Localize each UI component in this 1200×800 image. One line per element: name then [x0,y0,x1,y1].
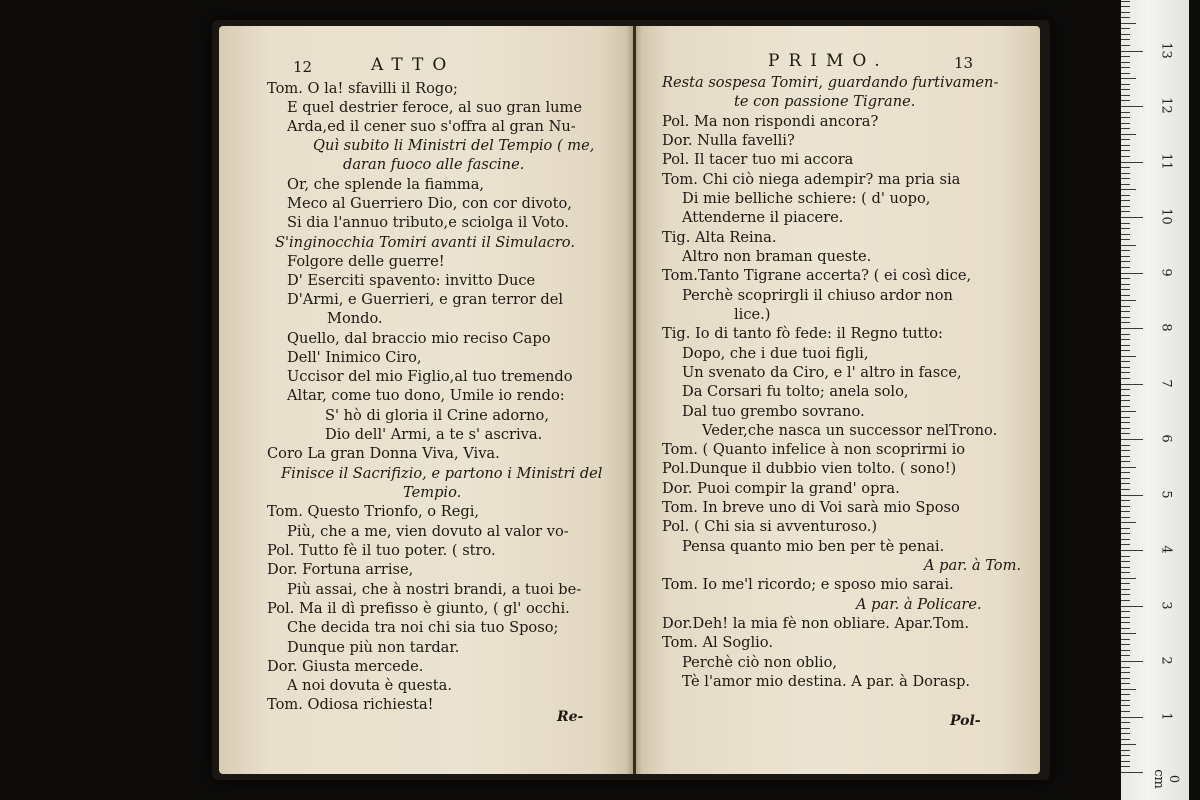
ruler-tick [1121,239,1130,240]
ruler-tick [1121,761,1130,762]
right-text-line: Tom. ( Quanto infelice à non scoprirmi io [662,441,966,458]
left-text-line: Altar, come tuo dono, Umile io rendo: [287,387,565,404]
left-text-line: Dio dell' Armi, a te s' ascriva. [325,426,543,443]
ruler-tick [1121,73,1130,74]
ruler-tick [1121,639,1130,640]
ruler-tick [1121,350,1130,351]
ruler-tick [1121,217,1143,218]
right-text-line: Tig. Alta Reina. [662,229,777,246]
ruler-tick [1121,522,1136,523]
ruler-tick [1121,261,1130,262]
right-text-line: Pensa quanto mio ben per tè penai. [682,538,945,555]
ruler-label: 12 [1158,97,1174,114]
ruler-tick [1121,267,1130,268]
ruler-tick [1121,317,1130,318]
ruler-tick [1121,506,1130,507]
left-text-line: Tom. Odiosa richiesta! [267,696,434,713]
right-text-line: A par. à Policare. [856,596,982,613]
ruler-tick [1121,334,1130,335]
left-text-line: Folgore delle guerre! [287,253,445,270]
ruler-tick [1121,606,1143,607]
ruler-tick [1121,622,1130,623]
ruler-tick [1121,517,1130,518]
ruler-tick [1121,112,1130,113]
ruler-tick [1121,139,1130,140]
right-catchword: Pol- [950,713,981,729]
left-text-line: Tom. O la! sfavilli il Rogo; [267,80,458,97]
ruler-tick [1121,467,1136,468]
left-text-line: Si dia l'annuo tributo,e sciolga il Voto. [287,214,569,231]
ruler-tick [1121,100,1130,101]
ruler-tick [1121,611,1130,612]
right-text-line: Tom. Chi ciò niega adempir? ma pria sia [662,171,961,188]
left-text-line: Pol. Tutto fè il tuo poter. ( stro. [267,542,496,559]
left-text-line: S'inginocchia Tomiri avanti il Simulacro. [275,234,575,251]
ruler-tick [1121,417,1130,418]
ruler-tick [1121,211,1130,212]
ruler-tick [1121,594,1130,595]
left-text-line: Più assai, che à nostri brandi, a tuoi be- [287,581,582,598]
ruler-tick [1121,62,1130,63]
ruler-tick [1121,378,1130,379]
right-running-head: PRIMO. [768,51,889,71]
left-text-line: D'Armi, e Guerrieri, e gran terror del [287,291,563,308]
ruler-tick [1121,456,1130,457]
ruler-label: 2 [1158,656,1174,665]
right-text-line: Dopo, che i due tuoi figli, [682,345,869,362]
ruler-tick [1121,672,1130,673]
ruler-tick [1121,450,1130,451]
ruler-tick [1121,195,1130,196]
left-text-line: Che decida tra noi chi sia tuo Sposo; [287,619,559,636]
ruler-tick [1121,51,1143,52]
ruler-tick [1121,489,1130,490]
ruler-label: 8 [1158,323,1174,332]
ruler-tick [1121,428,1130,429]
ruler-tick [1121,717,1143,718]
ruler-tick [1121,589,1130,590]
ruler-label: 13 [1158,41,1174,59]
right-text-line: Pol. Ma non rispondi ancora? [662,113,879,130]
ruler-tick [1121,162,1143,163]
ruler-tick [1121,705,1130,706]
ruler-tick [1121,28,1130,29]
ruler-tick [1121,34,1130,35]
left-text-line: Tempio. [403,484,462,501]
ruler-tick [1121,39,1130,40]
ruler-tick [1121,300,1136,301]
ruler-tick [1121,495,1143,496]
left-text-line: Tom. Questo Trionfo, o Regi, [267,503,480,520]
ruler-label: 7 [1158,378,1174,388]
ruler-label: 1 [1158,711,1174,721]
ruler-tick [1121,289,1130,290]
left-text-line: A noi dovuta è questa. [287,677,452,694]
ruler-tick [1121,278,1130,279]
ruler-tick [1121,683,1130,684]
right-text-line: Dal tuo grembo sovrano. [682,403,865,420]
ruler-tick [1121,711,1130,712]
left-running-head: ATTO [371,55,456,75]
ruler-tick [1121,733,1130,734]
ruler-tick [1121,156,1130,157]
ruler-tick [1121,445,1130,446]
left-text-line: Quello, dal braccio mio reciso Capo [287,330,551,347]
ruler-tick [1121,728,1130,729]
ruler-label: 11 [1158,152,1174,170]
left-text-line: D' Eserciti spavento: invitto Duce [287,272,536,289]
ruler-tick [1121,750,1130,751]
ruler-tick [1121,556,1130,557]
ruler-label: 4 [1158,545,1174,554]
ruler-tick [1121,200,1130,201]
left-text-line: Uccisor del mio Figlio,al tuo tremendo [287,368,573,385]
ruler-tick [1121,755,1130,756]
ruler-tick [1121,322,1130,323]
right-text-line: Attenderne il piacere. [682,209,844,226]
left-text-line: Finisce il Sacrifizio, e partono i Ministri del [281,465,603,482]
right-text-line: Dor. Puoi compir la grand' opra. [662,480,900,497]
ruler-tick [1121,722,1130,723]
ruler-tick [1121,389,1130,390]
left-text-line: Dor. Fortuna arrise, [267,561,414,578]
ruler-tick [1121,12,1130,13]
ruler-tick [1121,284,1130,285]
ruler-tick [1121,667,1130,668]
ruler-tick [1121,550,1143,551]
ruler-tick [1121,689,1136,690]
ruler-tick [1121,384,1143,385]
left-text-line: S' hò di gloria il Crine adorno, [325,407,549,424]
right-text-line: Altro non braman queste. [682,248,872,265]
ruler-tick [1121,633,1136,634]
ruler-tick [1121,134,1136,135]
ruler-tick [1121,184,1130,185]
right-text-line: Perchè scoprirgli il chiuso ardor non [682,287,953,304]
ruler-tick [1121,583,1130,584]
ruler-tick [1121,56,1130,57]
ruler-tick [1121,600,1130,601]
ruler-tick [1121,483,1130,484]
left-text-line: Più, che a me, vien dovuto al valor vo- [287,523,569,540]
right-text-line: Pol. Il tacer tuo mi accora [662,151,854,168]
left-text-line: daran fuoco alle fascine. [343,156,525,173]
right-text-line: Tom. In breve uno di Voi sarà mio Sposo [662,499,960,516]
ruler-tick [1121,339,1130,340]
right-text-line: Da Corsari fu tolto; anela solo, [682,383,909,400]
ruler-tick [1121,256,1130,257]
ruler-tick [1121,372,1130,373]
ruler-label: 6 [1158,434,1174,443]
ruler-tick [1121,367,1130,368]
ruler-tick [1121,145,1130,146]
ruler-tick [1121,700,1130,701]
ruler-tick [1121,422,1130,423]
ruler-tick [1121,572,1130,573]
book-gutter [626,26,642,774]
left-page [219,26,633,774]
ruler-tick [1121,539,1130,540]
ruler-tick [1121,356,1136,357]
ruler-tick [1121,567,1130,568]
right-text-line: te con passione Tigrane. [734,93,916,110]
ruler-tick [1121,644,1130,645]
ruler-tick [1121,150,1130,151]
right-text-line: Veder,che nasca un successor nelTrono. [702,422,998,439]
ruler-tick [1121,361,1130,362]
ruler-label: 9 [1158,267,1174,277]
ruler-tick [1121,6,1130,7]
ruler-label: 5 [1158,489,1174,499]
ruler-tick [1121,1,1130,2]
ruler-tick [1121,395,1130,396]
ruler-tick [1121,406,1130,407]
ruler-tick [1121,95,1130,96]
ruler-tick [1121,766,1130,767]
ruler-tick [1121,45,1130,46]
left-page-number: 12 [293,58,313,76]
ruler-tick [1121,345,1130,346]
right-text-line: Tig. Io di tanto fò fede: il Regno tutto: [662,325,943,342]
ruler-tick [1121,250,1130,251]
right-text-line: Dor. Nulla favelli? [662,132,795,149]
ruler-tick [1121,578,1136,579]
left-text-line: Pol. Ma il dì prefisso è giunto, ( gl' occhi. [267,600,570,617]
ruler-tick [1121,234,1130,235]
ruler-tick [1121,739,1130,740]
ruler-tick [1121,78,1136,79]
ruler-tick [1121,500,1130,501]
left-text-line: Dell' Inimico Ciro, [287,349,422,366]
ruler-tick [1121,173,1130,174]
left-text-line: Quì subito li Ministri del Tempio ( me, [313,137,595,154]
ruler-tick [1121,189,1136,190]
ruler-tick [1121,694,1130,695]
ruler-tick [1121,628,1130,629]
right-text-line: Perchè ciò non oblio, [682,654,838,671]
right-text-line: Pol.Dunque il dubbio vien tolto. ( sono!) [662,460,957,477]
ruler-tick [1121,123,1130,124]
ruler-tick [1121,411,1136,412]
ruler-tick [1121,772,1143,773]
ruler-tick [1121,295,1130,296]
ruler-tick [1121,84,1130,85]
right-text-line: Tom. Al Soglio. [662,634,773,651]
ruler-tick [1121,117,1130,118]
ruler-tick [1121,661,1143,662]
ruler-tick [1121,655,1130,656]
ruler-tick [1121,167,1130,168]
ruler-tick [1121,744,1136,745]
ruler-tick [1121,178,1130,179]
right-text-line: Pol. ( Chi sia si avventuroso.) [662,518,878,535]
ruler-tick [1121,478,1130,479]
right-text-line: Tè l'amor mio destina. A par. à Dorasp. [682,673,971,690]
left-text-line: E quel destrier feroce, al suo gran lume [287,99,583,116]
left-text-line: Meco al Guerriero Dio, con cor divoto, [287,195,572,212]
ruler-label: 10 [1158,208,1174,225]
ruler-tick [1121,223,1130,224]
right-text-line: Tom.Tanto Tigrane accerta? ( ei così dice, [662,267,972,284]
ruler-tick [1121,472,1130,473]
ruler-tick [1121,328,1143,329]
right-text-line: Tom. Io me'l ricordo; e sposo mio sarai. [662,576,954,593]
right-text-line: Un svenato da Ciro, e l' altro in fasce, [682,364,962,381]
ruler-tick [1121,17,1130,18]
ruler-tick [1121,650,1130,651]
ruler-tick [1121,533,1130,534]
ruler-tick [1121,528,1130,529]
ruler-tick [1121,439,1143,440]
right-text-line: Dor.Deh! la mia fè non obliare. Apar.Tom. [662,615,970,632]
ruler-tick [1121,228,1130,229]
left-text-line: Dor. Giusta mercede. [267,658,424,675]
ruler-tick [1121,245,1136,246]
ruler-tick [1121,400,1130,401]
ruler-tick [1121,273,1143,274]
ruler-tick [1121,511,1130,512]
left-text-line: Coro La gran Donna Viva, Viva. [267,445,500,462]
ruler-tick [1121,678,1130,679]
ruler-tick [1121,461,1130,462]
left-text-line: Mondo. [327,310,383,327]
ruler-tick [1121,128,1130,129]
ruler-label: 3 [1158,600,1174,610]
ruler-tick [1121,311,1130,312]
right-text-line: Resta sospesa Tomiri, guardando furtivamen- [662,74,999,91]
left-text-line: Arda,ed il cener suo s'offra al gran Nu- [287,118,576,135]
ruler-tick [1121,561,1130,562]
left-text-line: Or, che splende la fiamma, [287,176,485,193]
right-page [636,26,1040,774]
ruler-tick [1121,206,1130,207]
right-text-line: A par. à Tom. [924,557,1022,574]
right-page-number: 13 [954,54,974,72]
ruler-tick [1121,67,1130,68]
ruler-tick [1121,306,1130,307]
right-text-line: lice.) [734,306,771,323]
ruler-tick [1121,106,1143,107]
ruler-tick [1121,23,1136,24]
ruler-tick [1121,544,1130,545]
left-catchword: Re- [557,709,584,725]
ruler-tick [1121,617,1130,618]
right-text-line: Di mie belliche schiere: ( d' uopo, [682,190,931,207]
ruler-tick [1121,89,1130,90]
left-text-line: Dunque più non tardar. [287,639,460,656]
ruler-label: 0 cm [1151,769,1181,789]
ruler-tick [1121,433,1130,434]
measuring-ruler [1121,0,1189,800]
